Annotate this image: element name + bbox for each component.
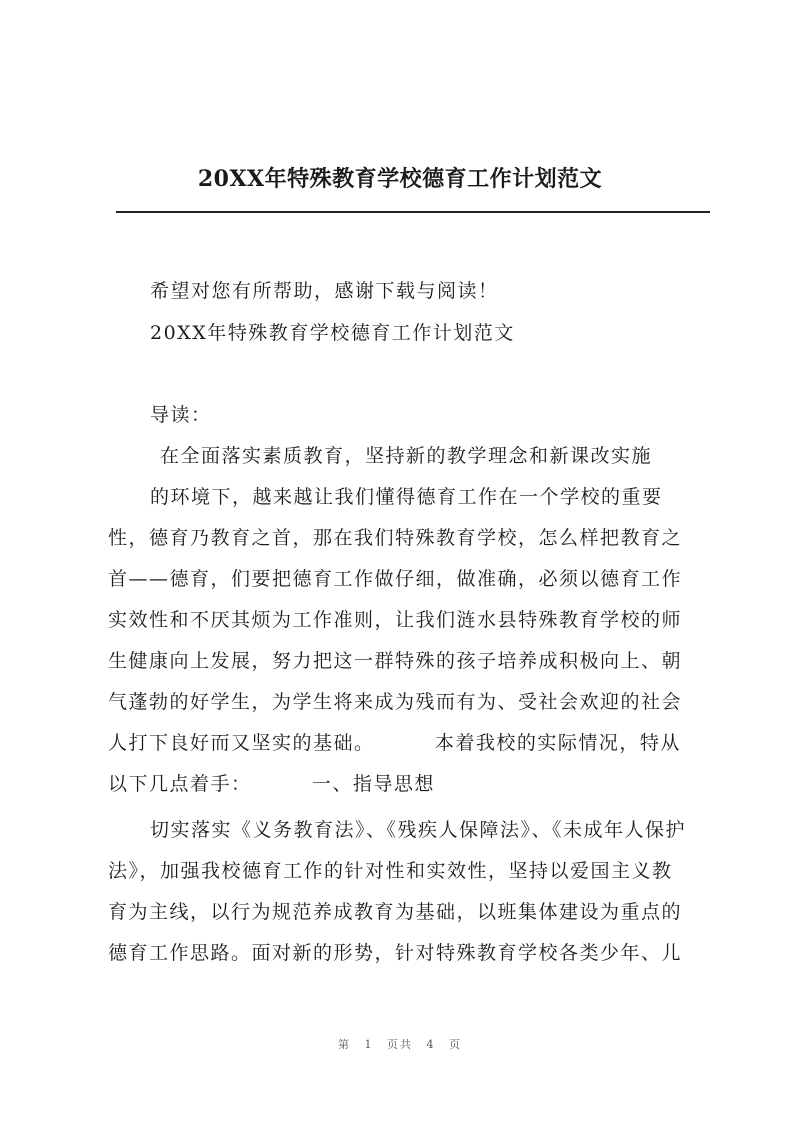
body-line-intro-heading: 导读： (150, 404, 212, 426)
body-line: 的环境下，越来越让我们懂得德育工作在一个学校的重要 (150, 486, 663, 508)
body-line: 性，德育乃教育之首，那在我们特殊教育学校，怎么样把教育之 (108, 527, 683, 549)
body-line: 育为主线，以行为规范养成教育为基础，以班集体建设为重点的 (108, 901, 683, 923)
body-line-greeting: 希望对您有所帮助，感谢下载与阅读！ (150, 280, 499, 302)
body-line: 首——德育，们要把德育工作做仔细，做准确，必须以德育工作 (108, 568, 683, 590)
footer-suffix: 页 (449, 1038, 462, 1051)
body-line: 人打下良好而又坚实的基础。 本着我校的实际情况，特从 (108, 732, 681, 754)
body-line: 在全面落实素质教育，坚持新的教学理念和新课改实施 (160, 445, 653, 467)
title-divider (116, 211, 710, 213)
page-footer (0, 1036, 800, 1052)
footer-page-number: 1 (364, 1038, 374, 1051)
document-title: 20XX年特殊教育学校德育工作计划范文 (197, 166, 603, 192)
body-line-subtitle: 20XX年特殊教育学校德育工作计划范文 (150, 322, 515, 344)
body-line: 以下几点着手： 一、指导思想 (108, 773, 435, 795)
body-line: 切实落实《义务教育法》、《残疾人保障法》、《未成年人保护 (150, 819, 687, 841)
footer-prefix: 第 (338, 1038, 351, 1051)
footer-middle: 页共 (387, 1038, 413, 1051)
body-line: 气蓬勃的好学生，为学生将来成为残而有为、受社会欢迎的社会 (108, 691, 683, 713)
body-line: 德育工作思路。面对新的形势，针对特殊教育学校各类少年、儿 (108, 942, 683, 964)
body-line: 实效性和不厌其烦为工作准则，让我们涟水县特殊教育学校的师 (108, 609, 683, 631)
body-line: 生健康向上发展，努力把这一群特殊的孩子培养成积极向上、朝 (108, 650, 683, 672)
body-line: 法》，加强我校德育工作的针对性和实效性，坚持以爱国主义教 (108, 860, 673, 882)
footer-total-pages: 4 (426, 1038, 436, 1051)
